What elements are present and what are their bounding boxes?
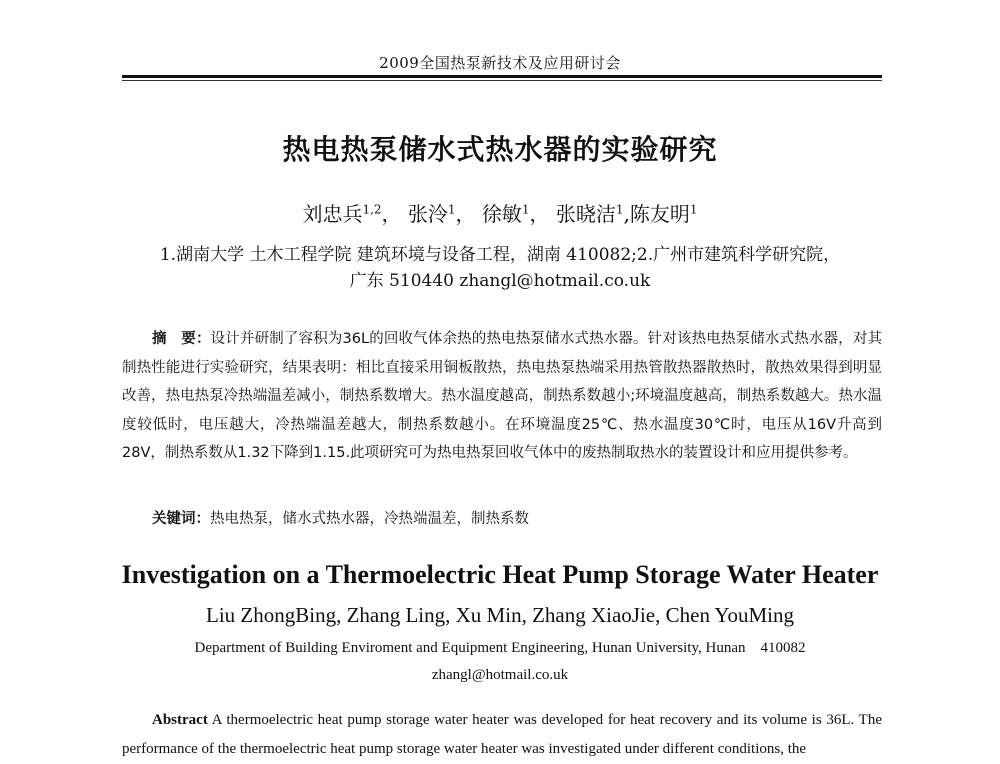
author-name: 徐敏 xyxy=(481,202,522,226)
author-name: 刘忠兵 xyxy=(302,202,363,226)
author-name: 张泠 xyxy=(407,202,448,226)
author-affiliation-mark: 1 xyxy=(447,202,456,217)
running-header: 2009全国热泵新技术及应用研讨会 xyxy=(379,54,621,72)
author-separator: ， xyxy=(529,202,550,226)
chinese-keywords xyxy=(152,507,882,528)
header-rule-thin xyxy=(122,80,882,81)
english-abstract-label: Abstract xyxy=(152,712,208,728)
author-separator: ， xyxy=(381,202,402,226)
author-separator: , xyxy=(623,202,630,226)
author-affiliation-mark: 1 xyxy=(615,202,624,217)
author-affiliation-mark: 1 xyxy=(521,202,530,217)
header-rule-thick xyxy=(122,75,882,78)
english-affiliation: Department of Building Enviroment and Equipment Engineering, Hunan University, Hunan 410082 xyxy=(194,640,806,656)
chinese-title: 热电热泵储水式热水器的实验研究 xyxy=(282,133,718,166)
chinese-affiliation-line-1: 1.湖南大学 土木工程学院 建筑环境与设备工程，湖南 410082;2.广州市建筑科学研究院， xyxy=(159,245,841,265)
english-email: zhangl@hotmail.co.uk xyxy=(431,667,569,683)
author-affiliation-mark: 1 xyxy=(689,202,698,217)
chinese-abstract-text: 设计并研制了容积为36L的回收气体余热的热电热泵储水式热水器。针对该热电热泵储水式热水器，对其制热性能进行实验研究，结果表明：相比直接采用铜板散热，热电热泵热端采用热管散热器散热时，散热效果得到明显改善，热电热泵冷热端温差减小，制热系数增大。热水温度越高，制热系数越小;环境温度越高，制热系数越大。热水温度较低时，电压越大，冷热端温差越大，制热系数越小。在环境温度25℃、热水温度30℃时，电压从16V升高到28V，制热系数从1.32下降到1.15.此项研究可为热电热泵回收气体中的废热制取热水的装置设计和应用提供参考。 xyxy=(122,331,882,461)
english-abstract-text: A thermoelectric heat pump storage water heater was developed for heat recovery and its volume is 36L. The performance of the thermoelectric heat pump storage water heater was investigated under different conditions, the xyxy=(122,712,882,757)
author-name: 陈友明 xyxy=(629,202,690,226)
english-abstract xyxy=(122,706,882,764)
chinese-abstract-label: 摘 要： xyxy=(152,331,211,347)
chinese-affiliation-line-2: 广东 510440 zhangl@hotmail.co.uk xyxy=(349,271,651,291)
english-title: Investigation on a Thermoelectric Heat Pump Storage Water Heater xyxy=(121,560,879,589)
author-separator: ， xyxy=(455,202,476,226)
chinese-abstract xyxy=(122,325,882,468)
chinese-keywords-label: 关键词： xyxy=(152,511,210,527)
author-affiliation-mark: 1,2 xyxy=(362,202,382,217)
author-name: 张晓洁 xyxy=(555,202,616,226)
english-authors: Liu ZhongBing, Zhang Ling, Xu Min, Zhang XiaoJie, Chen YouMing xyxy=(206,603,794,627)
chinese-authors xyxy=(0,198,1000,227)
chinese-keywords-text: 热电热泵，储水式热水器，冷热端温差，制热系数 xyxy=(210,511,529,527)
